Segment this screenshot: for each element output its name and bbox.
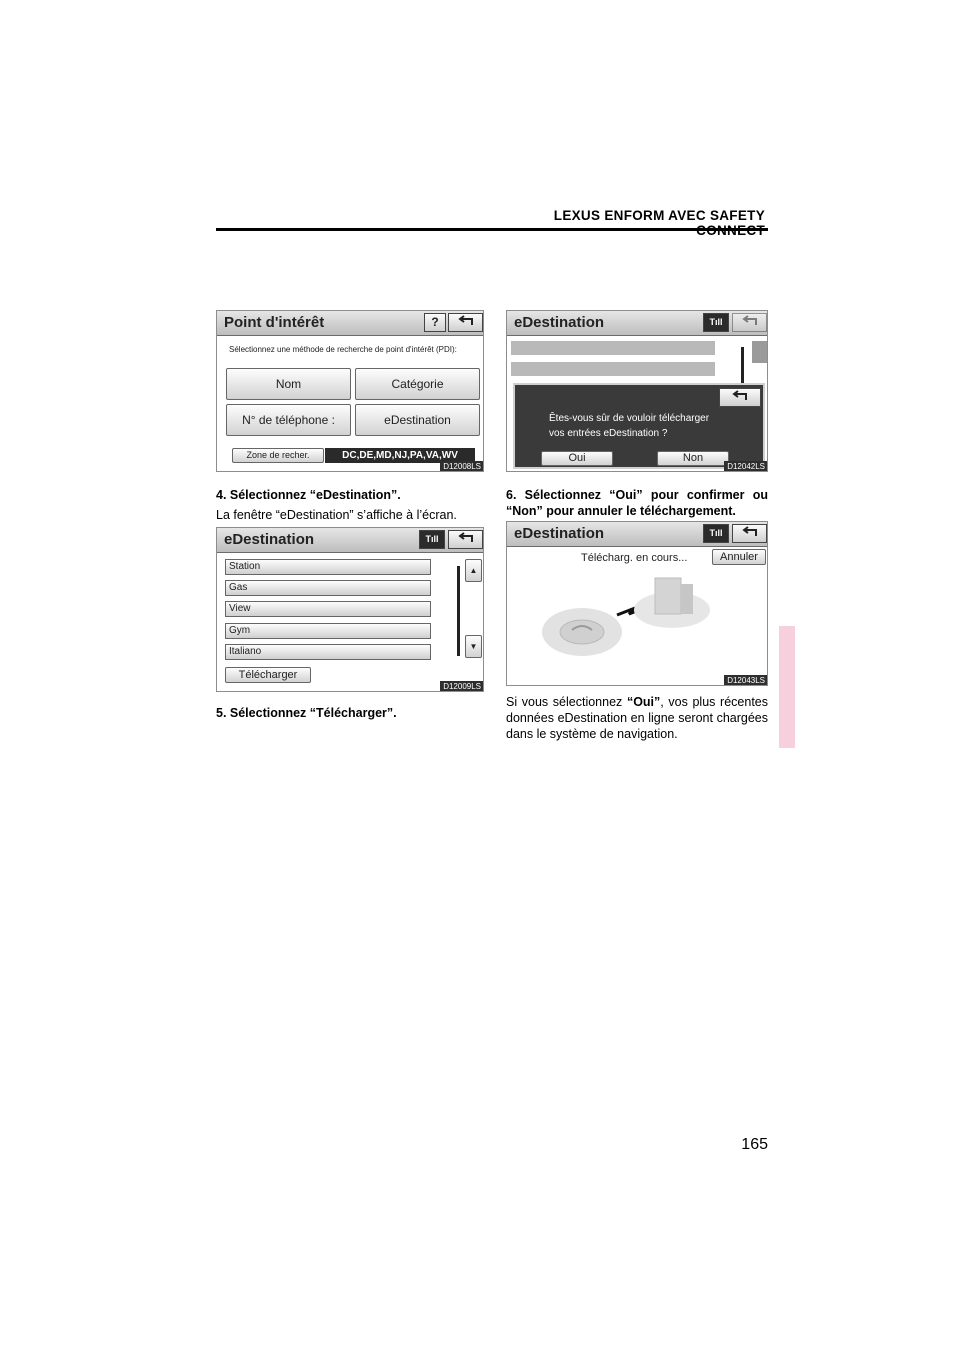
scrollbar-track[interactable] [457, 566, 460, 656]
name-button[interactable]: Nom [226, 368, 351, 400]
list-item[interactable]: Gas [225, 580, 431, 596]
scroll-up-button[interactable]: ▲ [465, 559, 482, 582]
signal-indicator: Tıll [703, 313, 729, 332]
list-item[interactable]: Gym [225, 623, 431, 639]
category-button[interactable]: Catégorie [355, 368, 480, 400]
edest-title: eDestination [514, 314, 605, 331]
download-status: Télécharg. en cours... [581, 552, 688, 564]
step-5-heading: 5. Sélectionnez “Télécharger”. [216, 706, 397, 720]
download-illustration-icon [537, 570, 717, 670]
edest-title: eDestination [514, 525, 605, 542]
yes-button[interactable]: Oui [541, 451, 613, 466]
downloading-screen [506, 521, 768, 686]
search-zone-button[interactable]: Zone de recher. [232, 448, 324, 463]
download-confirm-screen [506, 310, 768, 472]
confirm-dialog [513, 383, 765, 469]
poi-title-bar [217, 311, 483, 336]
list-item[interactable]: View [225, 601, 431, 617]
result-paragraph [506, 694, 768, 742]
back-arrow-icon [730, 389, 750, 402]
page-number: 165 [741, 1136, 768, 1153]
back-arrow-icon [456, 531, 476, 544]
dimmed-list-item [511, 362, 715, 376]
cancel-button[interactable]: Annuler [712, 549, 766, 565]
help-button[interactable]: ? [424, 313, 446, 332]
edest-title-bar [217, 528, 483, 553]
header-rule [216, 228, 768, 231]
back-button[interactable] [448, 530, 483, 549]
figure-code: D12042LS [724, 461, 768, 472]
step-4-heading: 4. Sélectionnez “eDestination”. [216, 488, 401, 502]
dialog-back-button[interactable] [719, 388, 761, 407]
signal-indicator: Tıll [703, 524, 729, 543]
poi-screen [216, 310, 484, 472]
poi-instruction: Sélectionnez une méthode de recherche de point d'intérêt (PDI): [229, 345, 457, 354]
figure-code: D12008LS [440, 461, 484, 472]
result-suffix: , vos plus récentes données eDestination en ligne seront chargées dans le système de navigation. [506, 695, 768, 741]
edestination-button[interactable]: eDestination [355, 404, 480, 436]
dimmed-scrollbar [741, 347, 744, 387]
step-6-heading: 6. Sélectionnez “Oui” pour confirmer ou “Non” pour annuler le téléchargement. [506, 488, 768, 518]
edestination-list-screen [216, 527, 484, 692]
back-button[interactable] [732, 524, 767, 543]
poi-title: Point d'intérêt [224, 314, 325, 331]
section-tab [779, 626, 795, 748]
download-button[interactable]: Télécharger [225, 667, 311, 683]
dialog-message: Êtes-vous sûr de vouloir télécharger vos entrées eDestination ? [549, 413, 710, 439]
dimmed-list-item [511, 341, 715, 355]
back-button[interactable] [448, 313, 483, 332]
no-button[interactable]: Non [657, 451, 729, 466]
result-prefix: Si vous sélectionnez [506, 695, 627, 709]
back-arrow-icon [740, 314, 760, 327]
phone-button[interactable]: N° de téléphone : [226, 404, 351, 436]
running-header: LEXUS ENFORM AVEC SAFETY [553, 208, 765, 223]
figure-code: D12009LS [440, 681, 484, 692]
dimmed-scroll-button [752, 341, 767, 363]
figure-code: D12043LS [724, 675, 768, 686]
step-4-text: La fenêtre “eDestination” s’affiche à l’écran. [216, 508, 457, 522]
list-item[interactable]: Italiano [225, 644, 431, 660]
edest-title-bar [507, 522, 767, 547]
search-zone-value: DC,DE,MD,NJ,PA,VA,WV [325, 448, 475, 463]
back-button-disabled [732, 313, 767, 332]
edest-title: eDestination [224, 531, 315, 548]
result-keyword: “Oui” [626, 695, 661, 709]
back-arrow-icon [456, 314, 476, 327]
list-item[interactable]: Station [225, 559, 431, 575]
back-arrow-icon [740, 525, 760, 538]
scroll-down-button[interactable]: ▼ [465, 635, 482, 658]
edest-title-bar [507, 311, 767, 336]
signal-indicator: Tıll [419, 530, 445, 549]
